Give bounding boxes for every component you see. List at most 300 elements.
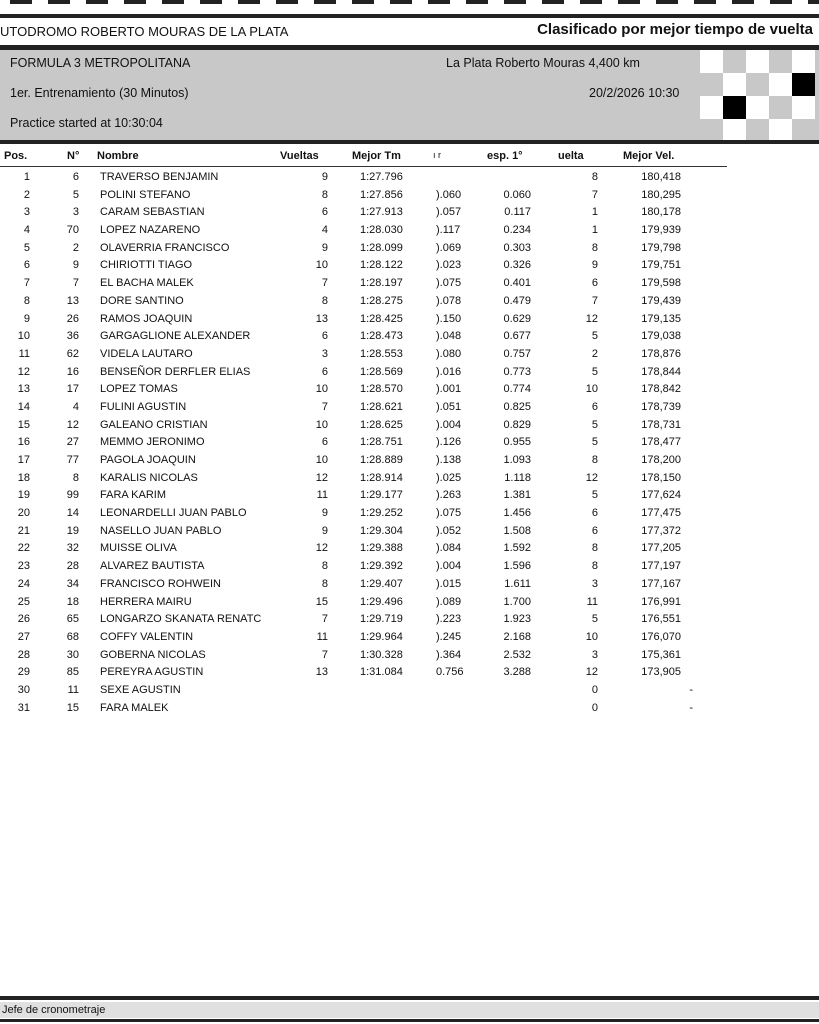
cell-gap: ).150 bbox=[436, 312, 462, 325]
flag-square bbox=[723, 119, 746, 140]
cell-gap: ).057 bbox=[436, 206, 462, 219]
cell-best: 1:28.030 bbox=[360, 224, 403, 237]
table-row bbox=[0, 364, 760, 382]
checkered-flag-graphic bbox=[700, 50, 819, 140]
dash-segment bbox=[48, 0, 70, 4]
cell-num: 5 bbox=[72, 188, 79, 201]
cell-on-lap: 3 bbox=[591, 648, 598, 661]
col-diff-first: esp. 1° bbox=[487, 150, 523, 162]
cell-diff: 1.093 bbox=[503, 454, 531, 466]
dash-segment bbox=[124, 0, 146, 4]
col-pos: Pos. bbox=[4, 150, 28, 162]
cell-pos: 21 bbox=[17, 524, 30, 537]
dash-segment bbox=[86, 0, 108, 4]
cell-best: 1:28.122 bbox=[360, 259, 403, 272]
cell-laps: 8 bbox=[321, 188, 328, 201]
cell-name: DORE SANTINO bbox=[100, 294, 184, 307]
cell-num: 15 bbox=[66, 701, 79, 714]
cell-name: MUISSE OLIVA bbox=[100, 542, 177, 555]
cell-gap: ).016 bbox=[436, 365, 462, 378]
cell-laps: 4 bbox=[321, 224, 328, 237]
cell-laps: 8 bbox=[321, 577, 328, 590]
table-row bbox=[0, 611, 760, 629]
table-row bbox=[0, 470, 760, 488]
cell-speed: 180,418 bbox=[641, 171, 681, 183]
table-row bbox=[0, 293, 760, 311]
cell-diff: 1.381 bbox=[503, 489, 531, 502]
dash-segment bbox=[390, 0, 412, 4]
cell-pos: 6 bbox=[23, 259, 30, 272]
cell-speed: - bbox=[689, 701, 693, 714]
cell-num: 6 bbox=[72, 171, 79, 183]
dash-segment bbox=[352, 0, 374, 4]
cell-laps: 11 bbox=[316, 630, 328, 643]
table-row bbox=[0, 275, 760, 293]
cell-on-lap: 5 bbox=[591, 613, 598, 626]
dash-segment bbox=[238, 0, 260, 4]
flag-square bbox=[746, 96, 769, 119]
cell-speed: 176,070 bbox=[641, 630, 681, 643]
cell-on-lap: 10 bbox=[585, 630, 598, 643]
cell-speed: 177,372 bbox=[641, 524, 681, 537]
cell-pos: 28 bbox=[17, 648, 30, 661]
cell-best: 1:28.099 bbox=[360, 241, 403, 254]
cell-best: 1:28.621 bbox=[360, 400, 403, 413]
cell-name: KARALIS NICOLAS bbox=[100, 471, 198, 484]
cell-on-lap: 0 bbox=[591, 701, 598, 714]
cell-name: COFFY VALENTIN bbox=[100, 630, 194, 643]
footer-bottom-rule bbox=[0, 1019, 819, 1022]
dash-segment bbox=[770, 0, 792, 4]
cell-diff: 0.060 bbox=[503, 188, 531, 201]
cell-diff: 0.117 bbox=[504, 206, 531, 219]
dash-segment bbox=[542, 0, 564, 4]
cell-gap: ).023 bbox=[436, 259, 462, 272]
cell-num: 99 bbox=[66, 489, 79, 502]
cell-on-lap: 5 bbox=[591, 436, 598, 449]
dash-segment bbox=[694, 0, 716, 4]
cell-pos: 2 bbox=[23, 188, 30, 201]
cell-laps: 11 bbox=[316, 489, 328, 502]
cell-speed: 178,844 bbox=[641, 365, 681, 378]
cell-name: TRAVERSO BENJAMIN bbox=[100, 171, 219, 183]
col-name: Nombre bbox=[97, 150, 139, 162]
table-row bbox=[0, 700, 760, 718]
table-row bbox=[0, 629, 760, 647]
cell-name: VIDELA LAUTARO bbox=[100, 347, 193, 360]
cell-on-lap: 8 bbox=[591, 454, 598, 466]
cell-diff: 1.508 bbox=[503, 524, 531, 537]
cell-speed: 176,551 bbox=[641, 613, 681, 626]
col-on-lap: uelta bbox=[558, 150, 584, 162]
flag-square bbox=[700, 96, 723, 119]
table-row bbox=[0, 505, 760, 523]
dash-segment bbox=[808, 0, 819, 4]
dash-segment bbox=[618, 0, 640, 4]
cell-laps: 13 bbox=[315, 312, 328, 325]
cell-best: 1:27.856 bbox=[360, 188, 403, 201]
cell-num: 17 bbox=[66, 383, 79, 396]
col-laps: Vueltas bbox=[280, 150, 319, 162]
cell-best: 1:28.275 bbox=[360, 294, 403, 307]
cell-num: 68 bbox=[66, 630, 79, 643]
flag-square bbox=[746, 50, 769, 73]
dash-segment bbox=[428, 0, 450, 4]
cell-gap: ).075 bbox=[436, 277, 462, 290]
cell-num: 77 bbox=[66, 454, 79, 466]
cell-pos: 27 bbox=[17, 630, 30, 643]
dash-segment bbox=[276, 0, 298, 4]
cell-on-lap: 12 bbox=[585, 471, 598, 484]
cell-pos: 23 bbox=[17, 560, 30, 573]
flag-square bbox=[769, 50, 792, 73]
cell-speed: 178,739 bbox=[641, 400, 681, 413]
cell-on-lap: 5 bbox=[591, 330, 598, 343]
cell-gap: ).004 bbox=[436, 560, 462, 573]
cell-gap: ).126 bbox=[436, 436, 462, 449]
table-row bbox=[0, 169, 760, 187]
cell-pos: 22 bbox=[17, 542, 30, 555]
cell-name: PAGOLA JOAQUIN bbox=[100, 454, 196, 466]
cell-pos: 5 bbox=[23, 241, 30, 254]
cell-diff: 2.532 bbox=[503, 648, 531, 661]
cell-num: 34 bbox=[66, 577, 79, 590]
cell-laps: 7 bbox=[321, 613, 328, 626]
cell-num: 16 bbox=[66, 365, 79, 378]
cell-num: 36 bbox=[66, 330, 79, 343]
cell-diff: 0.757 bbox=[503, 347, 531, 360]
flag-square bbox=[792, 50, 815, 73]
cell-pos: 14 bbox=[17, 400, 30, 413]
flag-square bbox=[792, 96, 815, 119]
cell-diff: 1.923 bbox=[503, 613, 531, 626]
cell-diff: 0.326 bbox=[503, 259, 531, 272]
cell-on-lap: 2 bbox=[591, 347, 598, 360]
session-info-panel bbox=[0, 50, 819, 140]
cell-speed: 177,197 bbox=[641, 560, 681, 573]
cell-speed: 179,598 bbox=[641, 277, 681, 290]
cell-on-lap: 11 bbox=[586, 595, 598, 608]
cell-num: 70 bbox=[66, 224, 79, 237]
cell-diff: 0.829 bbox=[503, 418, 531, 431]
cell-pos: 8 bbox=[23, 294, 30, 307]
cell-gap: ).001 bbox=[436, 383, 462, 396]
cell-num: 30 bbox=[66, 648, 79, 661]
cell-on-lap: 12 bbox=[585, 312, 598, 325]
cell-laps: 7 bbox=[321, 648, 328, 661]
cell-laps: 8 bbox=[321, 560, 328, 573]
cell-name: FARA MALEK bbox=[100, 701, 169, 714]
cell-on-lap: 5 bbox=[591, 489, 598, 502]
cell-best: 1:28.553 bbox=[360, 347, 403, 360]
cell-best: 1:31.084 bbox=[360, 666, 403, 679]
table-header bbox=[0, 150, 730, 165]
cell-gap: ).223 bbox=[436, 613, 462, 626]
cell-laps: 6 bbox=[321, 436, 328, 449]
cell-name: GALEANO CRISTIAN bbox=[100, 418, 208, 431]
cell-num: 12 bbox=[66, 418, 79, 431]
cell-num: 9 bbox=[72, 259, 79, 272]
cell-diff: 0.774 bbox=[503, 383, 531, 396]
cell-speed: 179,038 bbox=[641, 330, 681, 343]
cell-pos: 20 bbox=[17, 507, 30, 520]
results-table bbox=[0, 169, 760, 717]
cell-num: 4 bbox=[72, 400, 79, 413]
session-name: 1er. Entrenamiento (30 Minutos) bbox=[10, 86, 189, 100]
cell-best: 1:29.388 bbox=[360, 542, 403, 555]
cell-name: NASELLO JUAN PABLO bbox=[100, 524, 222, 537]
cell-laps: 3 bbox=[321, 347, 328, 360]
footer-rule bbox=[0, 996, 819, 1000]
cell-name: PEREYRA AGUSTIN bbox=[100, 666, 204, 679]
table-row bbox=[0, 576, 760, 594]
cell-best: 1:30.328 bbox=[360, 648, 403, 661]
cell-diff: 1.456 bbox=[503, 507, 531, 520]
cell-speed: 179,751 bbox=[641, 259, 681, 272]
table-row bbox=[0, 434, 760, 452]
cell-gap: ).060 bbox=[436, 188, 462, 201]
cell-num: 14 bbox=[66, 507, 79, 520]
flag-square bbox=[746, 73, 769, 96]
cell-laps: 10 bbox=[315, 259, 328, 272]
top-dash-border bbox=[0, 0, 819, 6]
cell-best: 1:29.719 bbox=[360, 613, 403, 626]
cell-diff: 0.401 bbox=[503, 277, 531, 290]
table-row bbox=[0, 240, 760, 258]
cell-on-lap: 8 bbox=[591, 241, 598, 254]
table-row bbox=[0, 222, 760, 240]
cell-speed: 178,842 bbox=[641, 383, 681, 396]
cell-on-lap: 12 bbox=[585, 666, 598, 679]
cell-speed: 176,991 bbox=[641, 595, 681, 608]
cell-pos: 7 bbox=[23, 277, 30, 290]
cell-laps: 10 bbox=[315, 454, 328, 466]
cell-laps: 7 bbox=[321, 277, 328, 290]
cell-gap: ).089 bbox=[436, 595, 462, 608]
table-row bbox=[0, 647, 760, 665]
cell-on-lap: 6 bbox=[591, 277, 598, 290]
cell-pos: 9 bbox=[23, 312, 30, 325]
cell-on-lap: 6 bbox=[591, 400, 598, 413]
cell-best: 1:28.197 bbox=[360, 277, 403, 290]
cell-laps: 10 bbox=[315, 383, 328, 396]
table-row bbox=[0, 399, 760, 417]
cell-laps: 15 bbox=[315, 595, 328, 608]
cell-name: LONGARZO SKANATA RENATC bbox=[100, 613, 262, 626]
cell-pos: 24 bbox=[17, 577, 30, 590]
cell-diff: 0.234 bbox=[503, 224, 531, 237]
cell-diff: 0.479 bbox=[503, 294, 531, 307]
cell-name: HERRERA MAIRU bbox=[100, 595, 192, 608]
table-row bbox=[0, 523, 760, 541]
cell-pos: 30 bbox=[17, 683, 30, 696]
cell-num: 28 bbox=[66, 560, 79, 573]
cell-name: SEXE AGUSTIN bbox=[100, 683, 181, 696]
cell-name: EL BACHA MALEK bbox=[100, 277, 194, 290]
cell-num: 7 bbox=[72, 277, 79, 290]
cell-pos: 10 bbox=[17, 330, 30, 343]
table-row bbox=[0, 311, 760, 329]
cell-on-lap: 9 bbox=[591, 259, 598, 272]
cell-name: LOPEZ NAZARENO bbox=[100, 224, 201, 237]
cell-name: FULINI AGUSTIN bbox=[100, 400, 187, 413]
cell-name: FRANCISCO ROHWEIN bbox=[100, 577, 221, 590]
table-row bbox=[0, 594, 760, 612]
dash-segment bbox=[200, 0, 222, 4]
cell-gap: ).138 bbox=[436, 454, 462, 466]
dash-segment bbox=[466, 0, 488, 4]
circuit-name: La Plata Roberto Mouras 4,400 km bbox=[446, 56, 640, 70]
col-best-speed: Mejor Vel. bbox=[623, 150, 675, 162]
cell-best: 1:29.392 bbox=[360, 560, 403, 573]
cell-speed: 177,624 bbox=[641, 489, 681, 502]
cell-name: GOBERNA NICOLAS bbox=[100, 648, 206, 661]
table-row bbox=[0, 381, 760, 399]
cell-best: 1:28.425 bbox=[360, 312, 403, 325]
cell-gap: ).080 bbox=[436, 347, 462, 360]
cell-name: FARA KARIM bbox=[100, 489, 167, 502]
cell-best: 1:28.914 bbox=[360, 471, 403, 484]
table-row bbox=[0, 257, 760, 275]
cell-gap: ).052 bbox=[436, 524, 462, 537]
table-row bbox=[0, 452, 760, 470]
venue-title: UTODROMO ROBERTO MOURAS DE LA PLATA bbox=[0, 24, 289, 39]
cell-gap: ).048 bbox=[436, 330, 462, 343]
cell-gap: ).364 bbox=[436, 648, 462, 661]
cell-num: 18 bbox=[66, 595, 79, 608]
cell-name: LOPEZ TOMAS bbox=[100, 383, 178, 396]
cell-diff: 1.700 bbox=[503, 595, 531, 608]
cell-speed: 173,905 bbox=[641, 666, 681, 679]
flag-square bbox=[723, 73, 746, 96]
cell-laps: 6 bbox=[321, 330, 328, 343]
cell-laps: 10 bbox=[315, 418, 328, 431]
cell-diff: 1.596 bbox=[503, 560, 531, 573]
cell-speed: 178,200 bbox=[641, 454, 681, 466]
cell-name: BENSEÑOR DERFLER ELIAS bbox=[100, 365, 251, 378]
cell-laps: 9 bbox=[321, 171, 328, 183]
cell-on-lap: 8 bbox=[591, 560, 598, 573]
header-underline bbox=[0, 166, 727, 167]
cell-laps: 6 bbox=[321, 365, 328, 378]
cell-gap: ).078 bbox=[436, 294, 462, 307]
cell-num: 85 bbox=[66, 666, 79, 679]
cell-num: 19 bbox=[66, 524, 79, 537]
cell-gap: ).117 bbox=[436, 224, 461, 237]
cell-name: LEONARDELLI JUAN PABLO bbox=[100, 507, 247, 520]
dash-segment bbox=[732, 0, 754, 4]
cell-gap: ).084 bbox=[436, 542, 462, 555]
cell-name: POLINI STEFANO bbox=[100, 188, 191, 201]
cell-diff: 0.773 bbox=[503, 365, 531, 378]
cell-on-lap: 10 bbox=[585, 383, 598, 396]
cell-speed: 179,135 bbox=[641, 312, 681, 325]
table-row bbox=[0, 487, 760, 505]
cell-laps: 9 bbox=[321, 524, 328, 537]
cell-best: 1:29.252 bbox=[360, 507, 403, 520]
cell-name: OLAVERRIA FRANCISCO bbox=[100, 241, 230, 254]
cell-best: 1:28.625 bbox=[360, 418, 403, 431]
cell-gap: ).015 bbox=[436, 577, 462, 590]
cell-num: 62 bbox=[66, 347, 79, 360]
cell-gap: 0.756 bbox=[436, 666, 464, 679]
flag-square bbox=[792, 119, 815, 140]
flag-square bbox=[700, 119, 723, 140]
cell-name: CARAM SEBASTIAN bbox=[100, 206, 205, 219]
cell-diff: 0.677 bbox=[503, 330, 531, 343]
cell-best: 1:27.913 bbox=[360, 206, 403, 219]
footer-bar bbox=[0, 1002, 819, 1018]
cell-pos: 12 bbox=[17, 365, 30, 378]
cell-pos: 13 bbox=[17, 383, 30, 396]
col-num: N° bbox=[67, 150, 80, 162]
cell-laps: 12 bbox=[315, 471, 328, 484]
cell-gap: ).245 bbox=[436, 630, 462, 643]
cell-laps: 12 bbox=[315, 542, 328, 555]
cell-on-lap: 3 bbox=[591, 577, 598, 590]
cell-pos: 3 bbox=[23, 206, 30, 219]
cell-name: MEMMO JERONIMO bbox=[100, 436, 205, 449]
cell-speed: 178,731 bbox=[641, 418, 681, 431]
table-row bbox=[0, 346, 760, 364]
cell-num: 26 bbox=[66, 312, 79, 325]
cell-on-lap: 7 bbox=[591, 294, 598, 307]
cell-pos: 17 bbox=[17, 454, 30, 466]
cell-best: 1:28.570 bbox=[360, 383, 403, 396]
cell-best: 1:29.496 bbox=[360, 595, 403, 608]
cell-name: RAMOS JOAQUIN bbox=[100, 312, 193, 325]
cell-num: 13 bbox=[66, 294, 79, 307]
cell-diff: 0.955 bbox=[503, 436, 531, 449]
cell-gap: ).004 bbox=[436, 418, 462, 431]
table-row bbox=[0, 204, 760, 222]
cell-best: 1:27.796 bbox=[360, 171, 403, 183]
cell-diff: 0.303 bbox=[503, 241, 531, 254]
cell-on-lap: 5 bbox=[591, 418, 598, 431]
cell-pos: 31 bbox=[17, 701, 30, 714]
classification-title: Clasificado por mejor tiempo de vuelta bbox=[537, 21, 813, 38]
cell-num: 8 bbox=[72, 471, 79, 484]
cell-best: 1:28.473 bbox=[360, 330, 403, 343]
cell-pos: 4 bbox=[23, 224, 30, 237]
cell-on-lap: 8 bbox=[591, 542, 598, 555]
cell-speed: 175,361 bbox=[641, 648, 681, 661]
table-row bbox=[0, 664, 760, 682]
header-rule bbox=[0, 14, 819, 18]
dash-segment bbox=[314, 0, 336, 4]
cell-name: ALVAREZ BAUTISTA bbox=[100, 560, 205, 573]
cell-speed: 179,798 bbox=[641, 241, 681, 254]
flag-square bbox=[746, 119, 769, 140]
cell-pos: 15 bbox=[17, 418, 30, 431]
flag-square bbox=[723, 50, 746, 73]
flag-square bbox=[723, 96, 746, 119]
cell-speed: 179,939 bbox=[641, 224, 681, 237]
cell-laps: 9 bbox=[321, 507, 328, 520]
cell-speed: 179,439 bbox=[641, 294, 681, 307]
flag-square bbox=[769, 119, 792, 140]
cell-speed: 180,295 bbox=[641, 188, 681, 201]
cell-diff: 1.611 bbox=[504, 577, 531, 590]
cell-pos: 29 bbox=[17, 666, 30, 679]
cell-on-lap: 1 bbox=[591, 224, 598, 237]
cell-diff: 1.592 bbox=[503, 542, 531, 555]
cell-on-lap: 8 bbox=[591, 171, 598, 183]
table-row bbox=[0, 682, 760, 700]
cell-num: 3 bbox=[72, 206, 79, 219]
dash-segment bbox=[656, 0, 678, 4]
cell-laps: 6 bbox=[321, 206, 328, 219]
